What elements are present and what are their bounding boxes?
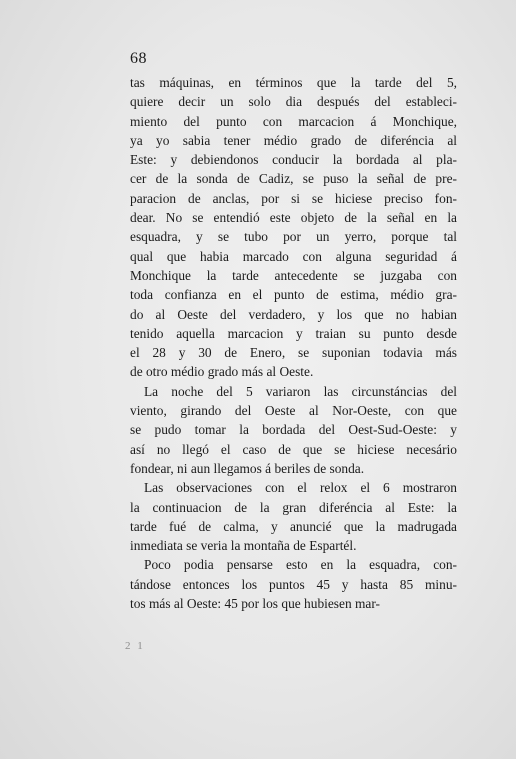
text-line: viento, girando del Oeste al Nor-Oeste, con que [130, 403, 457, 419]
text-line: cer de la sonda de Cadiz, se puso la señal de pre- [130, 171, 457, 187]
text-line: quiere decir un solo dia después del estableci- [130, 94, 457, 110]
text-line: tenido aquella marcacion y traian su punto desde [130, 325, 457, 341]
paragraph [130, 555, 457, 613]
text-line: Monchique la tarde antecedente se juzgaba con [130, 267, 457, 283]
text-line: así no llegó el caso de que se hiciese necesário [130, 441, 457, 457]
text-line: tándose entonces los puntos 45 y hasta 85 minu- [130, 576, 457, 592]
text-line: Las observaciones con el relox el 6 mostraron [144, 480, 457, 496]
body-text [130, 73, 457, 613]
text-line: de otro médio grado más al Oeste. [130, 364, 314, 380]
text-line: dear. No se entendió este objeto de la señal en la [130, 210, 457, 226]
text-line: Este: y debiendonos conducir la bordada al pla- [130, 152, 457, 168]
paragraph [130, 73, 457, 382]
text-line: La noche del 5 variaron las circunstáncias del [144, 383, 457, 399]
text-line: el 28 y 30 de Enero, se suponian todavia más [130, 345, 457, 361]
text-line: qual que habia marcado con alguna seguridad á [130, 248, 457, 264]
paragraph [130, 382, 457, 478]
text-line: miento del punto con marcacion á Monchique, [130, 113, 457, 129]
text-line: ya yo sabia tener médio grado de diferéncia al [130, 132, 457, 148]
text-line: la continuacion de la gran diferéncia al Este: la [130, 499, 457, 515]
page-number: 68 [130, 50, 147, 67]
paragraph [130, 478, 457, 555]
text-line: Poco podia pensarse esto en la esquadra, con- [144, 557, 457, 573]
text-line: tas máquinas, en términos que la tarde del 5, [130, 75, 457, 90]
text-line: toda confianza en el punto de estima, médio gra- [130, 287, 457, 303]
text-line: tarde fué de calma, y anuncié que la madrugada [130, 518, 457, 534]
text-line: tos más al Oeste: 45 por los que hubiesen mar- [130, 596, 381, 612]
bleed-through-mark: 2 1 [125, 640, 145, 652]
text-line: inmediata se veria la montaña de Espartél. [130, 538, 357, 554]
text-line: esquadra, y se tubo por un yerro, porque tal [130, 229, 457, 245]
text-line: fondear, ni aun llegamos á beriles de sonda. [130, 460, 365, 476]
text-line: do al Oeste del verdadero, y los que no habian [130, 306, 457, 322]
text-line: paracion de anclas, por si se hiciese preciso fon- [130, 190, 457, 206]
text-line: se pudo tomar la bordada del Oest-Sud-Oeste: y [130, 422, 457, 438]
